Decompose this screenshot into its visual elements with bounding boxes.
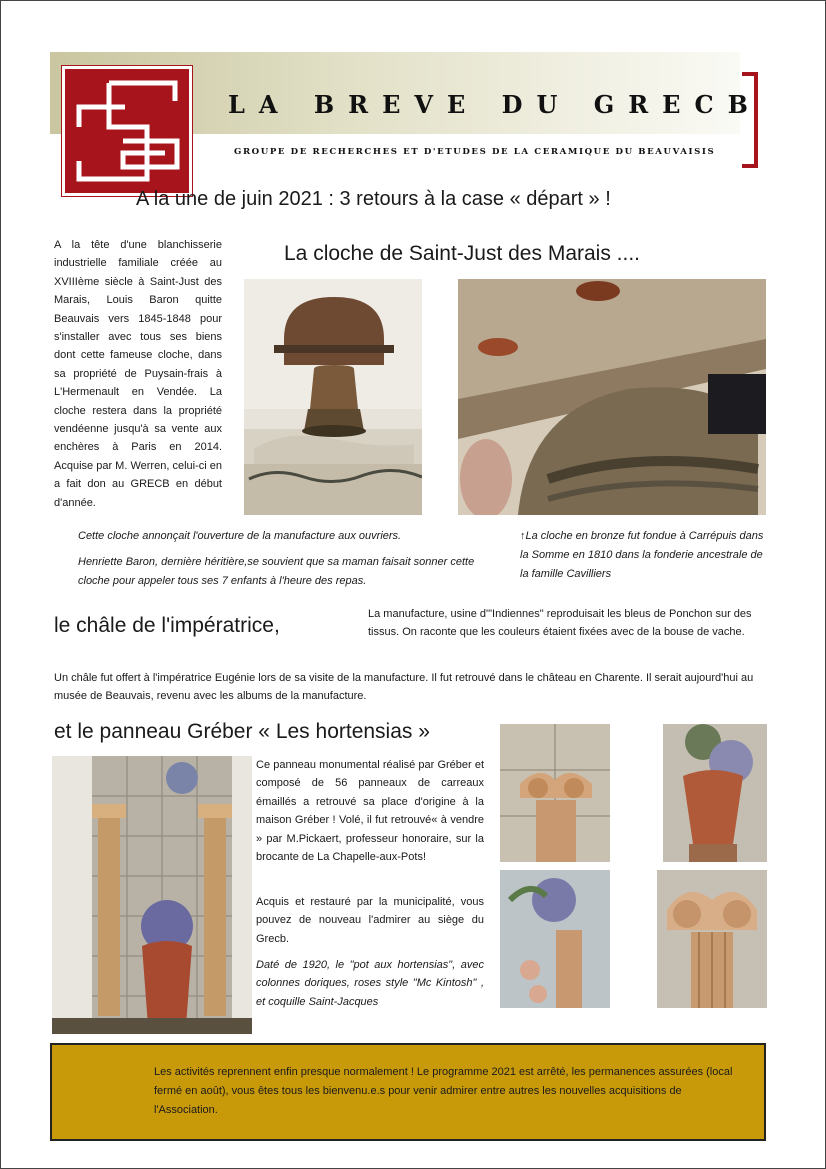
cloche-caption-2: Henriette Baron, dernière héritière,se souvient que sa maman faisait sonner cette cloche pour appeler tous ses 7 enfants à l'heure des repas. [78, 556, 475, 587]
chale-side-text: La manufacture, usine d'"Indiennes" reproduisait les bleus de Ponchon sur des tissus. On raconte que les couleurs étaient fixées avec de la bouse de vache. [368, 608, 752, 639]
cloche-caption-1: Cette cloche annonçait l'ouverture de la manufacture aux ouvriers. [78, 530, 402, 542]
panel-detail-photo-3 [500, 870, 610, 1008]
newsletter-title: LA BREVE DU GRECB [228, 90, 762, 119]
panneau-paragraph-2: Acquis et restauré par la municipalité, vous pouvez de nouveau l'admirer au siège du Grecb. [256, 896, 484, 945]
cloche-caption-3: ↑La cloche en bronze fut fondue à Carrépuis dans la Somme en 1810 dans la fonderie ancestrale de la famille Cavilliers [520, 530, 764, 580]
bell-photo [244, 279, 422, 515]
panel-detail-photo-2 [663, 724, 767, 862]
panel-detail-photo-1 [500, 724, 610, 862]
chale-heading: le châle de l'impératrice, [54, 614, 280, 637]
cloche-heading: La cloche de Saint-Just des Marais .... [284, 242, 641, 265]
bell-detail-photo [458, 279, 766, 515]
panneau-heading: et le panneau Gréber « Les hortensias » [54, 720, 430, 743]
announcement-box [50, 1043, 766, 1141]
arrow-up-icon: ↑ [520, 530, 526, 542]
newsletter-subtitle: GROUPE DE RECHERCHES ET D'ETUDES DE LA CERAMIQUE DU BEAUVAISIS [234, 147, 716, 157]
panneau-paragraph-3: Daté de 1920, le "pot aux hortensias", avec colonnes doriques, roses style "Mc Kintosh" , et coquille Saint-Jacques [256, 959, 484, 1008]
panneau-paragraph-1: Ce panneau monumental réalisé par Gréber et composé de 56 panneaux de carreaux émaillés a retrouvé sa place d'origine à la maison Gréber ! Volé, il fut retrouvé« à vendre » par M.Pickaert, professeur honoraire, sur la brocante de La Chapelle-aux-Pots! [256, 759, 484, 864]
panel-full-photo [52, 756, 252, 1034]
grecb-logo [62, 66, 192, 196]
page-headline: A la une de juin 2021 : 3 retours à la case « départ » ! [136, 188, 611, 210]
chale-body: Un châle fut offert à l'impératrice Eugénie lors de sa visite de la manufacture. Il fut retrouvé dans le château en Charente. Il serait aujourd'hui au musée de Beauvais, revenu avec les albums de la manufacture. [54, 672, 754, 703]
panel-detail-photo-4 [657, 870, 767, 1008]
cloche-body: A la tête d'une blanchisserie industrielle familiale créée au XVIIIème siècle à Saint-Just des Marais, Louis Baron quitte Beauvais vers 1845-1848 pour s'installer avec tous ses biens dont cette fameuse cloche, dans sa propriété de Puysain-frais à L'Hermenault en Vendée. La cloche restera dans la propriété vendéenne jusqu'à sa vente aux enchères à Paris en 2014. Acquise par M. Werren, celui-ci en a fait don au GRECB en début d'année. [54, 239, 222, 509]
header-bracket [742, 72, 758, 168]
announcement-text: Les activités reprennent enfin presque normalement ! Le programme 2021 est arrêté, les permanences assurées (local fermé en août), vous êtes tous les bienvenu.e.s pour venir admirer entre autres les nouvelles acquisitions de l'Association. [154, 1066, 733, 1116]
